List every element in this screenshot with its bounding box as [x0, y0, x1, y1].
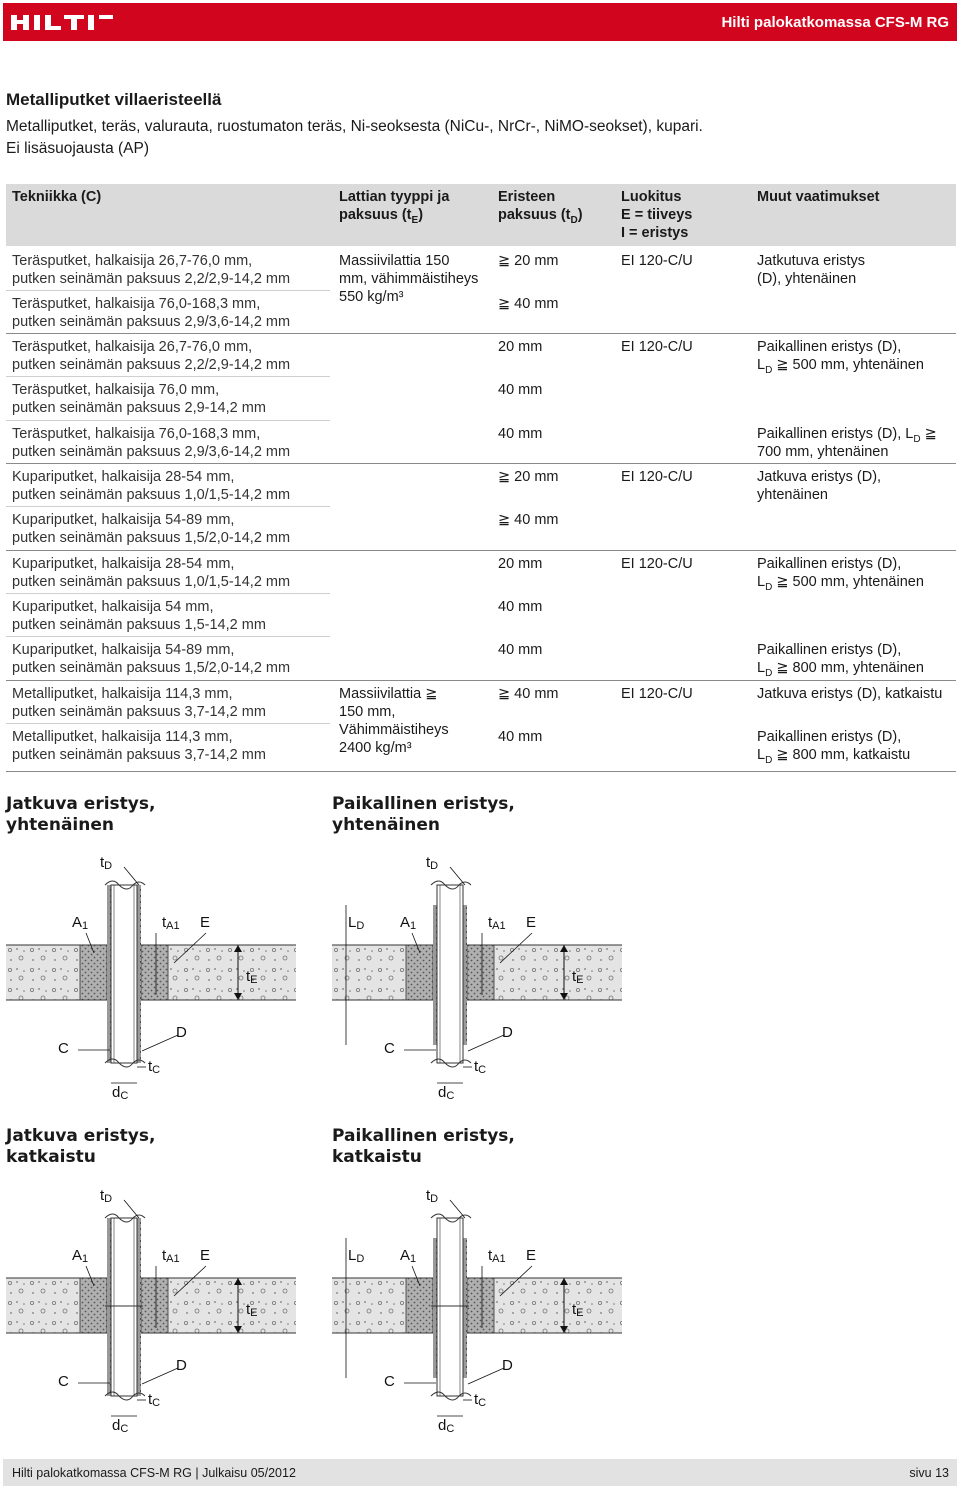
insulation-left — [433, 1238, 437, 1378]
row-other-line2: yhtenäinen — [757, 487, 828, 503]
row-insulation-thickness: 40 mm — [498, 426, 543, 442]
footer-page-number: sivu 13 — [909, 1466, 949, 1480]
row-technique-line1: Metalliputket, halkaisija 114,3 mm, — [12, 686, 233, 702]
insulation-left — [433, 905, 437, 1045]
row-technique-line1: Teräsputket, halkaisija 76,0-168,3 mm, — [12, 296, 261, 312]
row-divider — [6, 550, 956, 551]
row-insulation-thickness: 20 mm — [498, 339, 543, 355]
diagram-title-1 — [6, 794, 155, 836]
row-classification: EI 120-C/U — [621, 469, 693, 485]
floor-b-line3: Vähimmäistiheys — [339, 722, 449, 738]
label-td: tD — [426, 1187, 439, 1205]
label-tc: tC — [474, 1058, 487, 1076]
seal-compound-right — [467, 1278, 494, 1333]
header-class-line2: E = tiiveys — [621, 207, 693, 223]
row-divider — [6, 771, 956, 772]
header-other: Muut vaatimukset — [757, 189, 880, 205]
label-dc: dC — [112, 1417, 129, 1435]
floor-b-line4: 2400 kg/m³ — [339, 740, 412, 756]
row-other-line1: Paikallinen eristys (D), — [757, 339, 902, 355]
label-ta1: tA1 — [162, 914, 180, 932]
row-other-line2: 700 mm, yhtenäinen — [757, 444, 889, 460]
header-floor — [339, 188, 449, 230]
row-technique-line1: Teräsputket, halkaisija 76,0-168,3 mm, — [12, 426, 261, 442]
row-other-line1: Paikallinen eristys (D), — [757, 642, 902, 658]
label-e: E — [200, 1247, 211, 1264]
header-class-line3: I = eristys — [621, 225, 689, 241]
section-title: Metalliputket villaeristeellä — [6, 90, 222, 109]
row-insulation-thickness: ≧ 40 mm — [498, 686, 559, 702]
row-insulation-thickness: 20 mm — [498, 556, 543, 572]
label-c: C — [58, 1040, 69, 1057]
row-other-line2: $L_D$ ≧ 500 mm, yhtenäinen — [757, 357, 924, 376]
insulation-left — [107, 1218, 111, 1396]
intro-line-1: Metalliputket, teräs, valurauta, ruostumaton teräs, Ni-seoksesta (NiCu-, NrCr-, NiMO-seokset), kupari. — [6, 118, 703, 135]
label-te: tE — [246, 968, 258, 986]
label-dc: dC — [438, 1084, 455, 1102]
row-insulation-thickness: ≧ 20 mm — [498, 469, 559, 485]
diagram-continuous-uniform — [6, 845, 296, 1105]
pipe — [111, 1218, 137, 1396]
diagram-title-1-line2: yhtenäinen — [6, 815, 114, 835]
header-ins-line2 — [498, 206, 583, 230]
row-technique-line2: putken seinämän paksuus 2,9-14,2 mm — [12, 400, 266, 416]
label-ta1: tA1 — [162, 1247, 180, 1265]
insulation-right — [137, 885, 141, 1063]
leader-td — [124, 867, 139, 885]
row-technique-line2: putken seinämän paksuus 1,0/1,5-14,2 mm — [12, 487, 291, 503]
label-td: tD — [426, 854, 439, 872]
row-technique-line1: Teräsputket, halkaisija 26,7-76,0 mm, — [12, 253, 253, 269]
label-d: D — [176, 1024, 187, 1041]
row-divider — [6, 463, 956, 464]
header-technique: Tekniikka (C) — [12, 189, 102, 205]
label-td: tD — [100, 1187, 113, 1205]
row-other-line2: (D), yhtenäinen — [757, 271, 857, 287]
row-technique-line2: putken seinämän paksuus 3,7-14,2 mm — [12, 747, 266, 763]
row-technique-line2: putken seinämän paksuus 1,5/2,0-14,2 mm — [12, 660, 291, 676]
diagram-title-4-line1: Paikallinen eristys, — [332, 1126, 515, 1146]
label-a1: A1 — [400, 1247, 417, 1265]
header-ins-end: ) — [577, 207, 583, 223]
row-technique-line2: putken seinämän paksuus 1,5-14,2 mm — [12, 617, 266, 633]
header-insulation — [498, 188, 583, 230]
seal-compound-left — [406, 945, 433, 1000]
row-technique-line1: Kupariputket, halkaisija 54-89 mm, — [12, 642, 235, 658]
row-other-line2: $L_D$ ≧ 800 mm, katkaistu — [757, 747, 911, 766]
row-insulation-thickness: 40 mm — [498, 382, 543, 398]
label-e: E — [526, 914, 537, 931]
diagram-continuous-cut — [6, 1178, 296, 1438]
row-divider — [6, 333, 956, 334]
row-technique-line1: Teräsputket, halkaisija 26,7-76,0 mm, — [12, 339, 253, 355]
leader-td — [450, 1200, 465, 1218]
row-other-line1: Paikallinen eristys (D), $L_D$ ≧ — [757, 426, 937, 445]
seal-compound-right — [141, 1278, 168, 1333]
label-ta1: tA1 — [488, 914, 506, 932]
row-divider — [6, 376, 330, 377]
leader-td — [124, 1200, 139, 1218]
label-tc: tC — [474, 1391, 487, 1409]
row-insulation-thickness: ≧ 20 mm — [498, 253, 559, 269]
header-floor-line1: Lattian tyyppi ja — [339, 189, 450, 205]
label-dc: dC — [438, 1417, 455, 1435]
row-insulation-thickness: 40 mm — [498, 642, 543, 658]
header-floor-line2 — [339, 206, 449, 230]
leader-d — [468, 1368, 504, 1384]
seal-compound-right — [467, 945, 494, 1000]
diagram-title-2-line1: Paikallinen eristys, — [332, 794, 515, 814]
diagram-title-4 — [332, 1126, 515, 1168]
label-c: C — [384, 1040, 395, 1057]
label-dc: dC — [112, 1084, 129, 1102]
diagram-title-2-line2: yhtenäinen — [332, 815, 440, 835]
row-divider — [6, 290, 330, 291]
header-floor-end: ) — [418, 207, 424, 223]
row-technique-line1: Kupariputket, halkaisija 54-89 mm, — [12, 512, 235, 528]
row-technique-line2: putken seinämän paksuus 2,2/2,9-14,2 mm — [12, 357, 291, 373]
seal-compound-left — [80, 1278, 107, 1333]
leader-d — [142, 1368, 178, 1384]
leader-d — [142, 1035, 178, 1051]
row-other-line1: Paikallinen eristys (D), — [757, 729, 902, 745]
header-classification — [621, 188, 692, 242]
floor-a-line2: mm, vähimmäistiheys — [339, 271, 479, 287]
row-technique-line2: putken seinämän paksuus 3,7-14,2 mm — [12, 704, 266, 720]
insulation-right — [137, 1218, 141, 1396]
row-technique-line2: putken seinämän paksuus 2,9/3,6-14,2 mm — [12, 314, 291, 330]
row-classification: EI 120-C/U — [621, 339, 693, 355]
row-divider — [6, 680, 956, 681]
floor-b-line2: 150 mm, — [339, 704, 396, 720]
row-divider — [6, 593, 330, 594]
row-classification: EI 120-C/U — [621, 686, 693, 702]
row-technique-line2: putken seinämän paksuus 1,5/2,0-14,2 mm — [12, 530, 291, 546]
label-tc: tC — [148, 1058, 161, 1076]
row-technique-line1: Kupariputket, halkaisija 28-54 mm, — [12, 556, 235, 572]
row-insulation-thickness: ≧ 40 mm — [498, 296, 559, 312]
row-divider — [6, 420, 330, 421]
diagram-local-cut — [332, 1178, 622, 1438]
insulation-left — [107, 885, 111, 1063]
label-a1: A1 — [400, 914, 417, 932]
floor-a-line1: Massiivilattia 150 — [339, 253, 450, 269]
row-technique-line2: putken seinämän paksuus 1,0/1,5-14,2 mm — [12, 574, 291, 590]
label-te: tE — [246, 1301, 258, 1319]
header-ins-sub: D — [570, 214, 578, 226]
row-divider — [6, 723, 330, 724]
diagram-title-3-line2: katkaistu — [6, 1147, 96, 1167]
diagram-title-1-line1: Jatkuva eristys, — [6, 794, 156, 814]
label-ld: LD — [348, 1247, 365, 1265]
seal-compound-left — [406, 1278, 433, 1333]
row-technique-line1: Teräsputket, halkaisija 76,0 mm, — [12, 382, 220, 398]
row-other-line1: Paikallinen eristys (D), — [757, 556, 902, 572]
section-intro — [6, 116, 946, 160]
header-ins-line1: Eristeen — [498, 189, 556, 205]
row-other-line1: Jatkuva eristys (D), katkaistu — [757, 686, 943, 702]
row-insulation-thickness: 40 mm — [498, 729, 543, 745]
footer-publication: Hilti palokatkomassa CFS-M RG | Julkaisu 05/2012 — [12, 1466, 296, 1480]
row-other-line1: Jatkuva eristys (D), — [757, 469, 882, 485]
row-insulation-thickness: 40 mm — [498, 599, 543, 615]
document-title: Hilti palokatkomassa CFS-M RG — [721, 14, 949, 31]
header-class-line1: Luokitus — [621, 189, 682, 205]
label-td: tD — [100, 854, 113, 872]
floor-a-line3: 550 kg/m³ — [339, 289, 404, 305]
label-a1: A1 — [72, 914, 89, 932]
pipe — [437, 885, 463, 1063]
footer-bar — [3, 1459, 957, 1486]
diagram-title-2 — [332, 794, 515, 836]
label-te: tE — [572, 968, 584, 986]
row-divider — [6, 636, 330, 637]
seal-compound-right — [141, 945, 168, 1000]
row-technique-line1: Kupariputket, halkaisija 54 mm, — [12, 599, 214, 615]
label-ld: LD — [348, 914, 365, 932]
diagram-title-3 — [6, 1126, 155, 1168]
floor-type-a — [339, 252, 478, 306]
row-technique-line2: putken seinämän paksuus 2,9/3,6-14,2 mm — [12, 444, 291, 460]
header-floor-sub: E — [411, 214, 419, 226]
label-e: E — [200, 914, 211, 931]
row-classification: EI 120-C/U — [621, 556, 693, 572]
row-other-line1: Jatkutuva eristys — [757, 253, 865, 269]
label-tc: tC — [148, 1391, 161, 1409]
row-technique-line2: putken seinämän paksuus 2,2/2,9-14,2 mm — [12, 271, 291, 287]
leader-td — [450, 867, 465, 885]
insulation-right — [463, 1238, 467, 1378]
hilti-logo — [3, 3, 120, 41]
label-c: C — [384, 1373, 395, 1390]
label-d: D — [502, 1357, 513, 1374]
label-e: E — [526, 1247, 537, 1264]
row-technique-line1: Metalliputket, halkaisija 114,3 mm, — [12, 729, 233, 745]
insulation-right — [463, 905, 467, 1045]
row-insulation-thickness: ≧ 40 mm — [498, 512, 559, 528]
diagram-title-4-line2: katkaistu — [332, 1147, 422, 1167]
pipe — [437, 1218, 463, 1396]
diagram-title-3-line1: Jatkuva eristys, — [6, 1126, 156, 1146]
label-te: tE — [572, 1301, 584, 1319]
row-other-line2: $L_D$ ≧ 500 mm, yhtenäinen — [757, 574, 924, 593]
row-classification: EI 120-C/U — [621, 253, 693, 269]
header-bar — [3, 3, 957, 41]
row-divider — [6, 506, 330, 507]
floor-type-b — [339, 685, 449, 757]
floor-b-line1: Massiivilattia ≧ — [339, 686, 438, 702]
label-ta1: tA1 — [488, 1247, 506, 1265]
label-d: D — [176, 1357, 187, 1374]
row-other-line2: $L_D$ ≧ 800 mm, yhtenäinen — [757, 660, 924, 679]
label-a1: A1 — [72, 1247, 89, 1265]
seal-compound-left — [80, 945, 107, 1000]
label-c: C — [58, 1373, 69, 1390]
intro-line-2: Ei lisäsuojausta (AP) — [6, 140, 150, 157]
row-technique-line1: Kupariputket, halkaisija 28-54 mm, — [12, 469, 235, 485]
header-ins-text: paksuus (t — [498, 207, 571, 223]
label-d: D — [502, 1024, 513, 1041]
diagram-local-uniform — [332, 845, 622, 1105]
header-floor-text: paksuus (t — [339, 207, 412, 223]
pipe — [111, 885, 137, 1063]
leader-d — [468, 1035, 504, 1051]
